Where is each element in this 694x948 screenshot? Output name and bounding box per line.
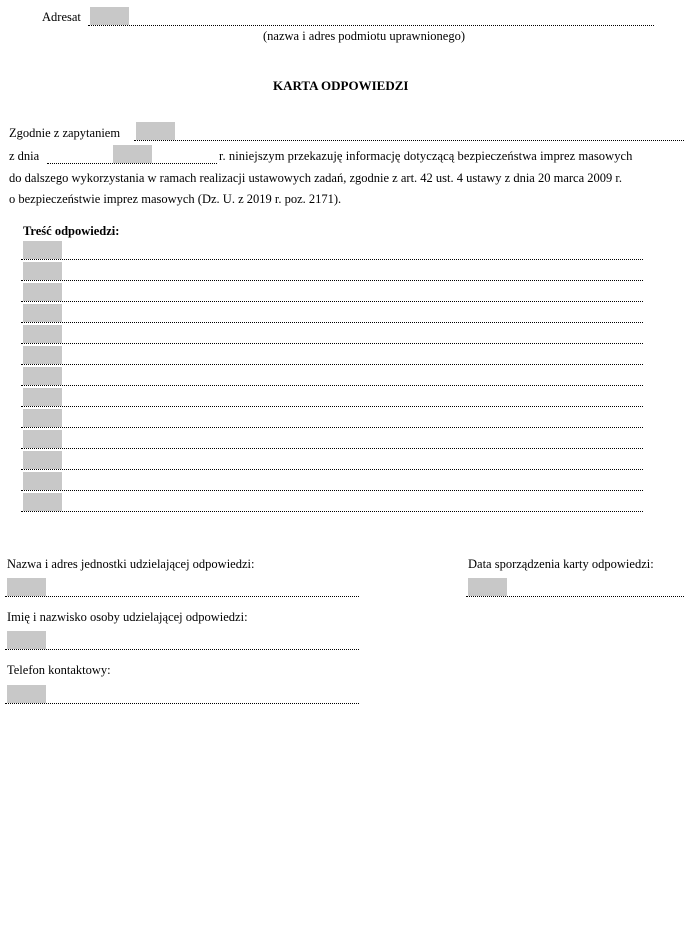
answer-row-dotted-line [21, 448, 643, 449]
zapytanie-dotted-line [134, 140, 684, 141]
answer-row-dotted-line [21, 469, 643, 470]
phone-input[interactable] [7, 685, 46, 703]
adresat-caption: (nazwa i adres podmiotu uprawnionego) [263, 29, 466, 43]
unit-input[interactable] [7, 578, 46, 596]
adresat-dotted-line [88, 25, 654, 26]
page-title: KARTA ODPOWIEDZI [273, 78, 409, 93]
answer-row-input[interactable] [23, 430, 62, 448]
date-dotted-line [47, 163, 217, 164]
answer-row-input[interactable] [23, 409, 62, 427]
intro-line-1: r. niniejszym przekazuję informację dotyczącą bezpieczeństwa imprez masowych [219, 149, 633, 163]
zgodnie-label: Zgodnie z zapytaniem [9, 126, 121, 140]
answer-row-input[interactable] [23, 262, 62, 280]
zapytanie-input[interactable] [136, 122, 175, 140]
adresat-label: Adresat [42, 10, 81, 24]
intro-line-2: do dalszego wykorzystania w ramach realizacji ustawowych zadań, zgodnie z art. 42 ust. 4 ustawy z dnia 20 marca 2009 r. [9, 171, 622, 185]
answer-row-input[interactable] [23, 241, 62, 259]
answer-row-input[interactable] [23, 346, 62, 364]
unit-dotted-line [5, 596, 359, 597]
answer-row-input[interactable] [23, 493, 62, 511]
answer-row-dotted-line [21, 427, 643, 428]
answer-row-dotted-line [21, 490, 643, 491]
answer-row-input[interactable] [23, 325, 62, 343]
date-created-label: Data sporządzenia karty odpowiedzi: [468, 557, 654, 571]
answer-row-input[interactable] [23, 388, 62, 406]
z-dnia-label: z dnia [9, 149, 40, 163]
answer-row-dotted-line [21, 511, 643, 512]
answer-row-input[interactable] [23, 472, 62, 490]
intro-line-3: o bezpieczeństwie imprez masowych (Dz. U. z 2019 r. poz. 2171). [9, 192, 342, 206]
person-input[interactable] [7, 631, 46, 649]
answer-row-input[interactable] [23, 283, 62, 301]
phone-label: Telefon kontaktowy: [7, 663, 111, 677]
unit-label: Nazwa i adres jednostki udzielającej odpowiedzi: [7, 557, 255, 571]
answer-row-dotted-line [21, 322, 643, 323]
answer-row-dotted-line [21, 343, 643, 344]
answer-row-dotted-line [21, 364, 643, 365]
answer-row-input[interactable] [23, 451, 62, 469]
answer-row-dotted-line [21, 406, 643, 407]
phone-dotted-line [5, 703, 359, 704]
date-input[interactable] [113, 145, 152, 163]
answer-row-input[interactable] [23, 304, 62, 322]
date-created-input[interactable] [468, 578, 507, 596]
date-created-dotted-line [466, 596, 684, 597]
answer-label: Treść odpowiedzi: [23, 224, 120, 238]
answer-row-dotted-line [21, 385, 643, 386]
answer-row-input[interactable] [23, 367, 62, 385]
answer-row-dotted-line [21, 259, 643, 260]
person-label: Imię i nazwisko osoby udzielającej odpowiedzi: [7, 610, 248, 624]
adresat-input[interactable] [90, 7, 129, 25]
answer-row-dotted-line [21, 280, 643, 281]
person-dotted-line [5, 649, 359, 650]
answer-row-dotted-line [21, 301, 643, 302]
